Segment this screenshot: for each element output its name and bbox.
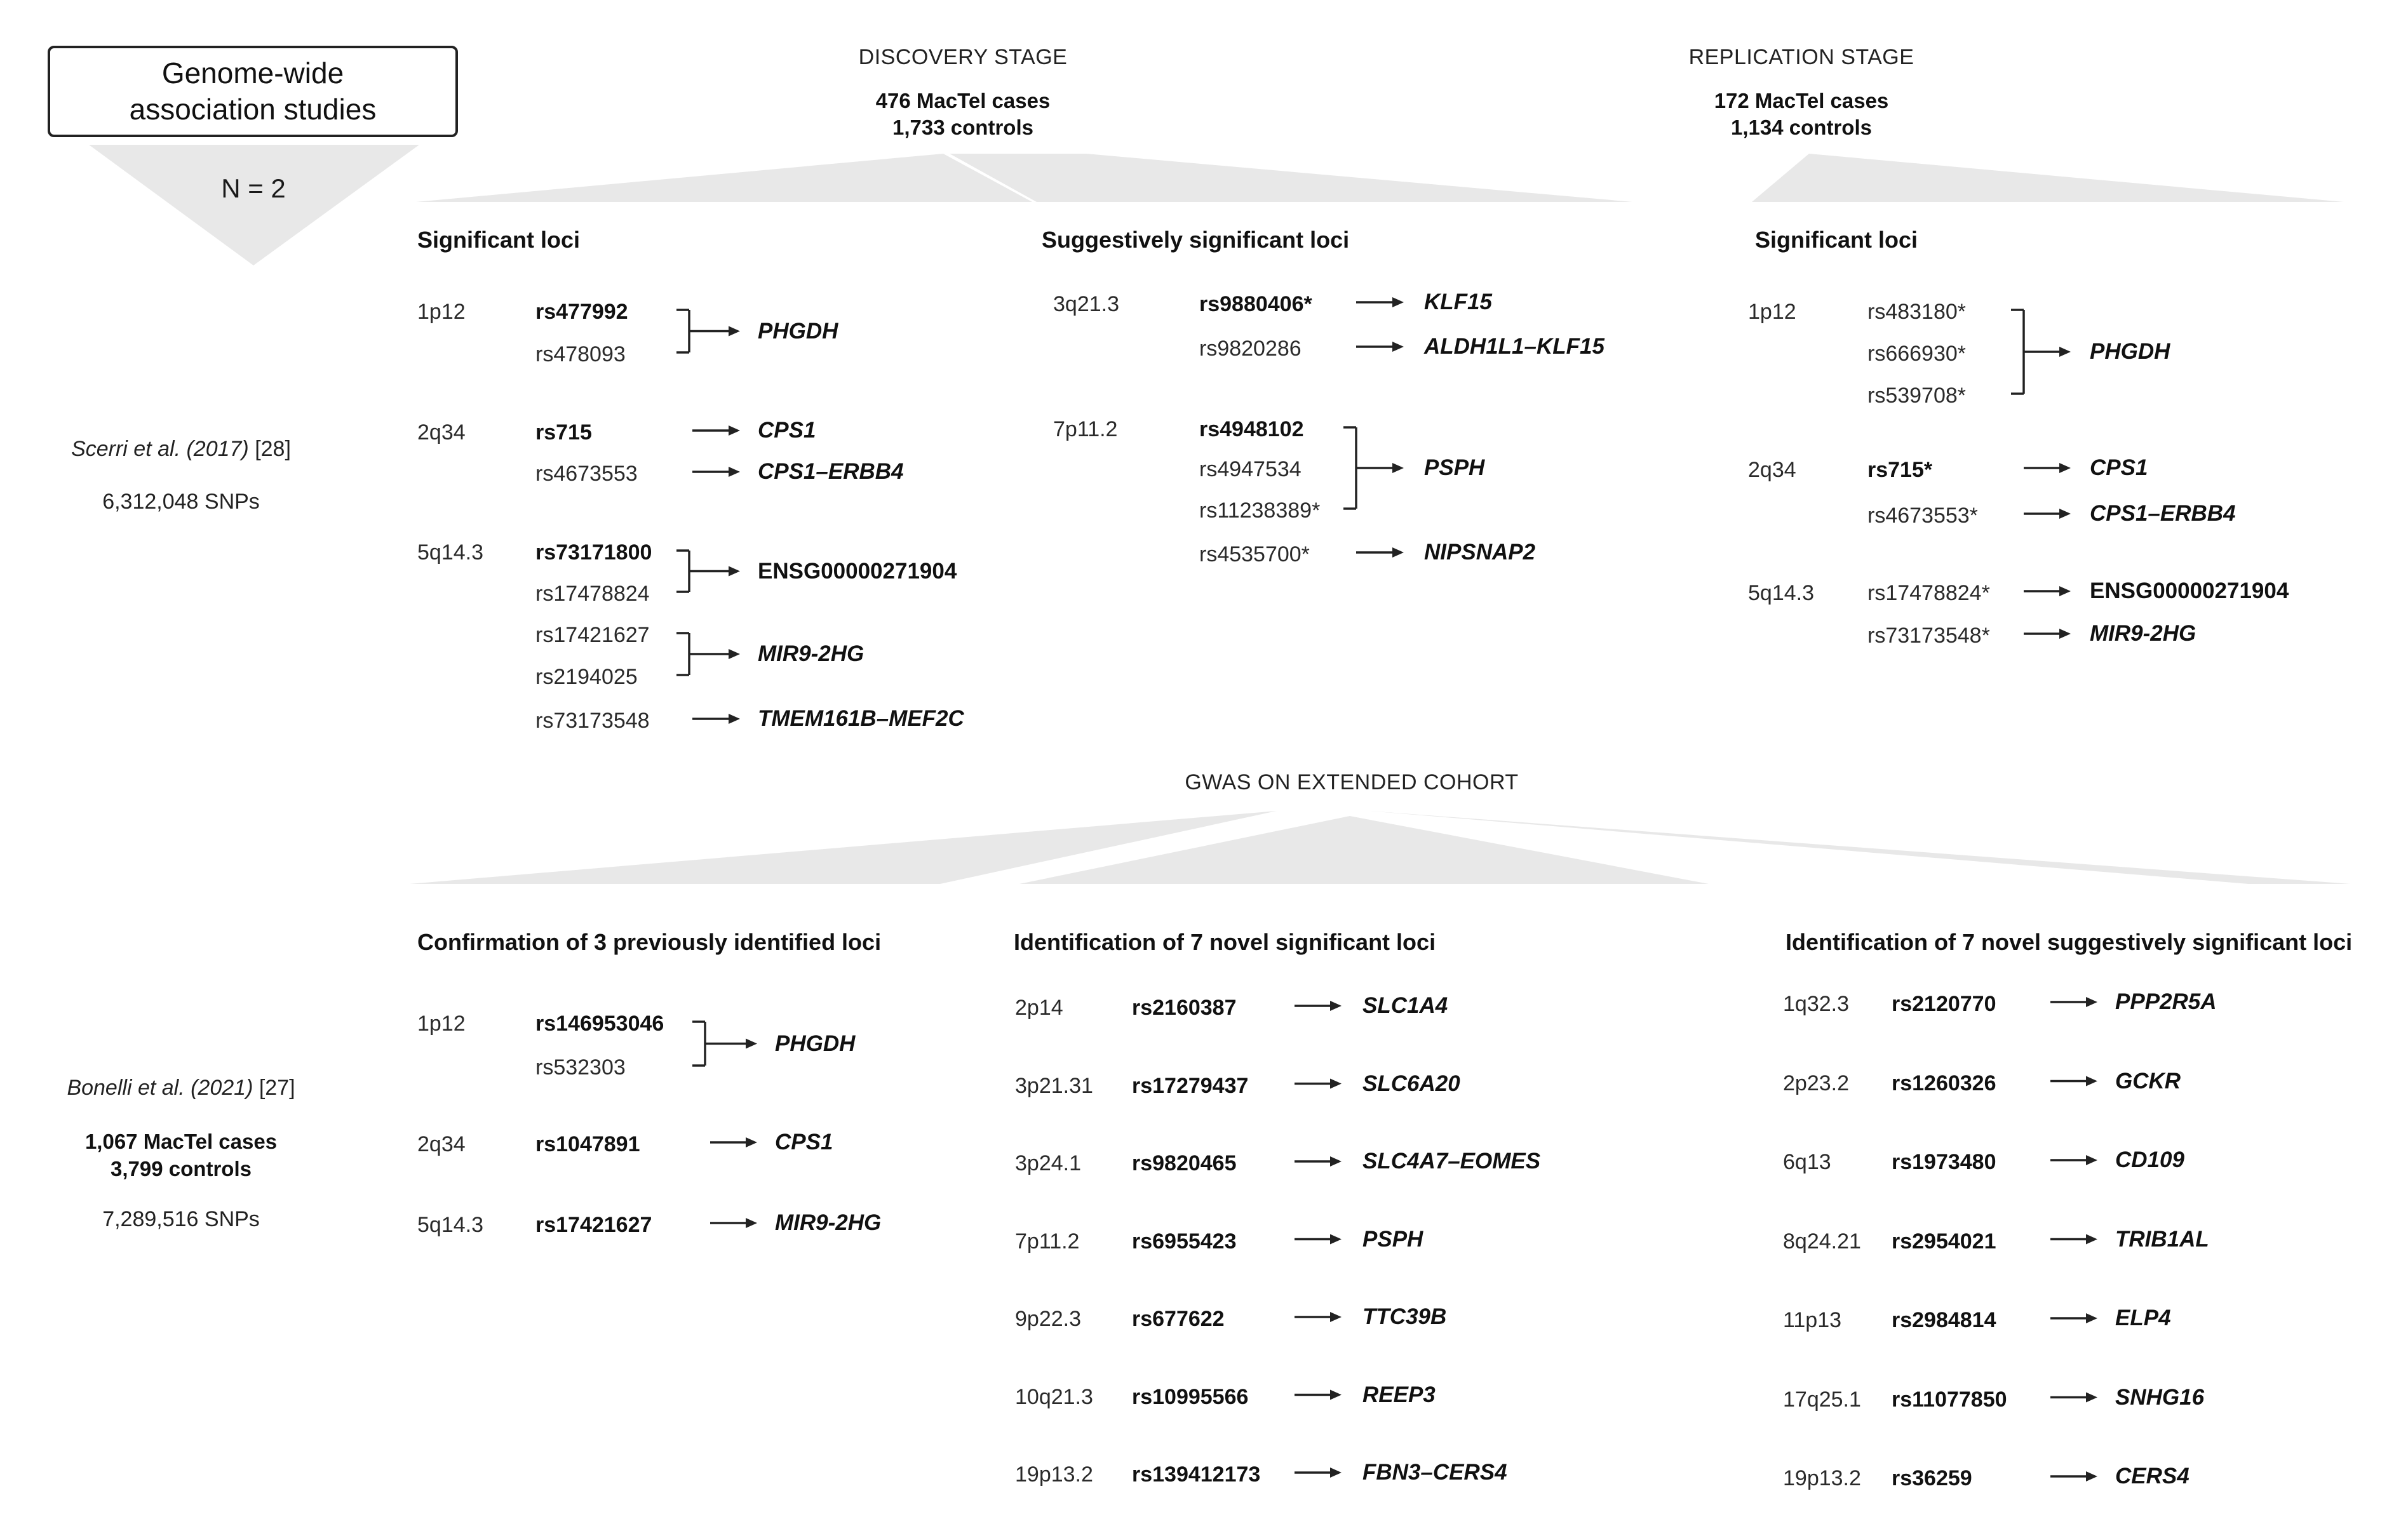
snp-id: rs146953046 xyxy=(535,1012,664,1036)
funnel-wedge xyxy=(950,154,1632,202)
gene-name: ALDH1L1–KLF15 xyxy=(1424,334,1604,359)
study2-snps: 7,289,516 SNPs xyxy=(102,1207,260,1231)
arrow-head xyxy=(2086,1234,2097,1245)
snp-id: rs677622 xyxy=(1132,1307,1225,1331)
replication-controls: 1,134 controls xyxy=(1731,116,1872,139)
arrow-head xyxy=(2059,509,2071,519)
snp-id: rs539708* xyxy=(1867,384,1967,408)
arrow-head xyxy=(1392,463,1404,473)
arrow-head xyxy=(1330,1234,1342,1245)
snp-id: rs2954021 xyxy=(1892,1229,1996,1254)
arrow-head xyxy=(2059,347,2071,357)
gene-name: SNHG16 xyxy=(2115,1384,2205,1410)
gwas-title-line1: Genome-wide xyxy=(161,56,344,90)
arrow-head xyxy=(1330,1156,1342,1167)
locus-label: 2q34 xyxy=(417,1132,466,1156)
arrow-head xyxy=(1392,342,1404,352)
snp-id: rs2984814 xyxy=(1892,1308,1996,1332)
snp-id: rs1973480 xyxy=(1892,1150,1996,1174)
arrow-head xyxy=(2059,463,2071,473)
locus-label: 1p12 xyxy=(1748,300,1796,324)
study2-author: Bonelli et al. (2021) xyxy=(67,1076,253,1100)
snp-id: rs4673553* xyxy=(1867,504,1978,528)
gene-name: KLF15 xyxy=(1424,290,1492,314)
arrow-head xyxy=(729,425,740,436)
locus-label: 5q14.3 xyxy=(1748,581,1814,605)
discovery-stage-title: DISCOVERY STAGE xyxy=(858,45,1068,69)
arrow-head xyxy=(2059,586,2071,596)
snp-id: rs4947534 xyxy=(1199,457,1302,481)
funnel-wedge xyxy=(1752,154,2344,202)
snp-id: rs666930* xyxy=(1867,342,1967,366)
gene-name: REEP3 xyxy=(1362,1382,1436,1407)
locus-label: 1p12 xyxy=(417,300,466,324)
locus-label: 2p14 xyxy=(1015,996,1063,1020)
locus-label: 3p24.1 xyxy=(1015,1151,1081,1175)
gene-name: TRIB1AL xyxy=(2115,1226,2209,1252)
snp-id: rs2194025 xyxy=(535,665,638,689)
snp-id: rs36259 xyxy=(1892,1466,1972,1490)
extended-novel-heading: Identification of 7 novel significant loci xyxy=(1014,929,1436,955)
locus-label: 19p13.2 xyxy=(1783,1466,1861,1490)
snp-id: rs477992 xyxy=(535,300,628,324)
discovery-cases: 476 MacTel cases xyxy=(875,89,1051,112)
snp-id: rs9820465 xyxy=(1132,1151,1237,1175)
snp-id: rs17478824* xyxy=(1867,581,1990,605)
gene-name: ENSG00000271904 xyxy=(2090,578,2289,603)
locus-label: 7p11.2 xyxy=(1053,417,1118,441)
snp-id: rs1260326 xyxy=(1892,1071,1996,1095)
gene-name: SLC4A7–EOMES xyxy=(1362,1149,1541,1173)
arrow-head xyxy=(2059,629,2071,639)
arrow-head xyxy=(729,467,740,477)
gene-name: MIR9-2HG xyxy=(758,641,864,666)
study1-author: Scerri et al. (2017) xyxy=(71,437,249,461)
gene-name: SLC6A20 xyxy=(1362,1071,1460,1096)
snp-id: rs9880406* xyxy=(1199,292,1312,316)
discovery-controls: 1,733 controls xyxy=(892,116,1033,139)
arrow-head xyxy=(746,1218,757,1228)
snp-id: rs17279437 xyxy=(1132,1073,1249,1098)
extended-confirm-heading: Confirmation of 3 previously identified loci xyxy=(417,929,882,955)
snp-id: rs10995566 xyxy=(1132,1384,1249,1409)
replication-stage-title: REPLICATION STAGE xyxy=(1688,45,1914,69)
gene-name: CD109 xyxy=(2115,1147,2184,1172)
snp-id: rs73173548 xyxy=(535,709,650,733)
locus-label: 1q32.3 xyxy=(1783,992,1849,1016)
gene-name: SLC1A4 xyxy=(1362,993,1448,1018)
gene-name: NIPSNAP2 xyxy=(1424,540,1536,565)
replication-cases: 172 MacTel cases xyxy=(1714,89,1889,112)
arrow-head xyxy=(2086,1076,2097,1086)
study2-cases: 1,067 MacTel cases xyxy=(84,1130,278,1153)
arrow-head xyxy=(1330,1390,1342,1400)
snp-id: rs73171800 xyxy=(535,540,652,565)
gene-name: CPS1 xyxy=(758,418,816,443)
snp-id: rs17478824 xyxy=(535,582,650,606)
locus-label: 2p23.2 xyxy=(1783,1071,1849,1095)
arrow-head xyxy=(729,714,740,724)
gwas-title-line2: association studies xyxy=(129,93,377,126)
arrow-head xyxy=(1330,1079,1342,1089)
arrow-head xyxy=(2086,1155,2097,1165)
locus-label: 3q21.3 xyxy=(1053,292,1119,316)
study2-ref-num: [27] xyxy=(259,1076,295,1100)
snp-id: rs4948102 xyxy=(1199,417,1304,441)
funnel-wedge xyxy=(416,154,1032,202)
arrow-head xyxy=(1330,1467,1342,1478)
locus-label: 2q34 xyxy=(1748,458,1796,482)
replication-significant-heading: Significant loci xyxy=(1755,227,1918,253)
study1-snps: 6,312,048 SNPs xyxy=(102,490,260,514)
gene-name: PSPH xyxy=(1424,455,1485,480)
snp-id: rs4535700* xyxy=(1199,542,1310,566)
arrow-head xyxy=(746,1039,757,1049)
locus-label: 9p22.3 xyxy=(1015,1307,1081,1331)
locus-label: 8q24.21 xyxy=(1783,1229,1861,1254)
study2-reference xyxy=(67,1077,295,1099)
arrow-head xyxy=(729,326,740,337)
funnel-wedge xyxy=(89,145,419,265)
gene-name: GCKR xyxy=(2115,1068,2181,1093)
locus-label: 6q13 xyxy=(1783,1150,1831,1174)
locus-label: 3p21.31 xyxy=(1015,1073,1093,1098)
snp-id: rs715 xyxy=(535,420,592,445)
arrow-head xyxy=(1392,547,1404,558)
gene-name: PSPH xyxy=(1362,1226,1423,1252)
gene-name: ENSG00000271904 xyxy=(758,558,957,584)
gene-name: CERS4 xyxy=(2115,1464,2189,1488)
study-count: N = 2 xyxy=(221,173,286,203)
locus-label: 17q25.1 xyxy=(1783,1387,1861,1412)
arrow-head xyxy=(729,566,740,577)
gene-name: CPS1–ERBB4 xyxy=(758,459,904,484)
arrow-head xyxy=(2086,1393,2097,1403)
snp-id: rs1047891 xyxy=(535,1132,640,1156)
snp-id: rs17421627 xyxy=(535,1213,652,1237)
locus-label: 5q14.3 xyxy=(417,540,483,565)
locus-label: 19p13.2 xyxy=(1015,1462,1093,1487)
locus-label: 10q21.3 xyxy=(1015,1384,1093,1409)
arrow-head xyxy=(2086,997,2097,1007)
gene-name: MIR9-2HG xyxy=(2090,621,2196,646)
arrow-head xyxy=(1392,297,1404,307)
study1-reference xyxy=(71,438,291,460)
snp-id: rs139412173 xyxy=(1132,1462,1261,1487)
locus-label: 11p13 xyxy=(1783,1308,1842,1332)
snp-id: rs17421627 xyxy=(535,623,650,647)
arrow-head xyxy=(1330,1312,1342,1322)
snp-id: rs9820286 xyxy=(1199,337,1302,361)
gene-name: PHGDH xyxy=(2090,339,2170,364)
snp-id: rs532303 xyxy=(535,1055,626,1080)
locus-label: 5q14.3 xyxy=(417,1213,483,1237)
gene-name: FBN3–CERS4 xyxy=(1362,1460,1507,1485)
snp-id: rs4673553 xyxy=(535,462,638,486)
gene-name: PHGDH xyxy=(758,318,838,344)
extended-suggest-heading: Identification of 7 novel suggestively significant loci xyxy=(1786,929,2353,955)
arrow-head xyxy=(1330,1001,1342,1011)
study2-controls: 3,799 controls xyxy=(111,1157,252,1180)
arrow-head xyxy=(746,1137,757,1147)
discovery-suggestive-heading: Suggestively significant loci xyxy=(1042,227,1350,253)
gene-name: ELP4 xyxy=(2115,1306,2171,1330)
gene-name: TTC39B xyxy=(1362,1304,1447,1329)
snp-id: rs73173548* xyxy=(1867,624,1990,648)
snp-id: rs483180* xyxy=(1867,300,1967,324)
locus-label: 2q34 xyxy=(417,420,466,445)
snp-id: rs6955423 xyxy=(1132,1229,1237,1254)
gene-name: PPP2R5A xyxy=(2115,989,2217,1014)
arrow-head xyxy=(2086,1471,2097,1481)
locus-label: 7p11.2 xyxy=(1015,1229,1080,1254)
gene-name: PHGDH xyxy=(775,1031,856,1056)
gwas-title-box xyxy=(48,46,458,137)
snp-id: rs11238389* xyxy=(1199,498,1321,523)
snp-id: rs11077850 xyxy=(1892,1387,2007,1412)
study1-ref-num: [28] xyxy=(255,437,291,461)
snp-id: rs478093 xyxy=(535,342,626,366)
snp-id: rs2160387 xyxy=(1132,996,1237,1020)
arrow-head xyxy=(729,649,740,659)
locus-label: 1p12 xyxy=(417,1012,466,1036)
gene-name: CPS1 xyxy=(2090,455,2148,480)
discovery-significant-heading: Significant loci xyxy=(417,227,581,253)
snp-id: rs715* xyxy=(1867,458,1933,482)
gene-name: TMEM161B–MEF2C xyxy=(758,706,964,731)
arrow-head xyxy=(2086,1313,2097,1323)
snp-id: rs2120770 xyxy=(1892,992,1996,1016)
gene-name: CPS1 xyxy=(775,1130,833,1154)
extended-cohort-title: GWAS ON EXTENDED COHORT xyxy=(1185,770,1519,794)
gene-name: CPS1–ERBB4 xyxy=(2090,501,2236,526)
gene-name: MIR9-2HG xyxy=(775,1210,882,1235)
